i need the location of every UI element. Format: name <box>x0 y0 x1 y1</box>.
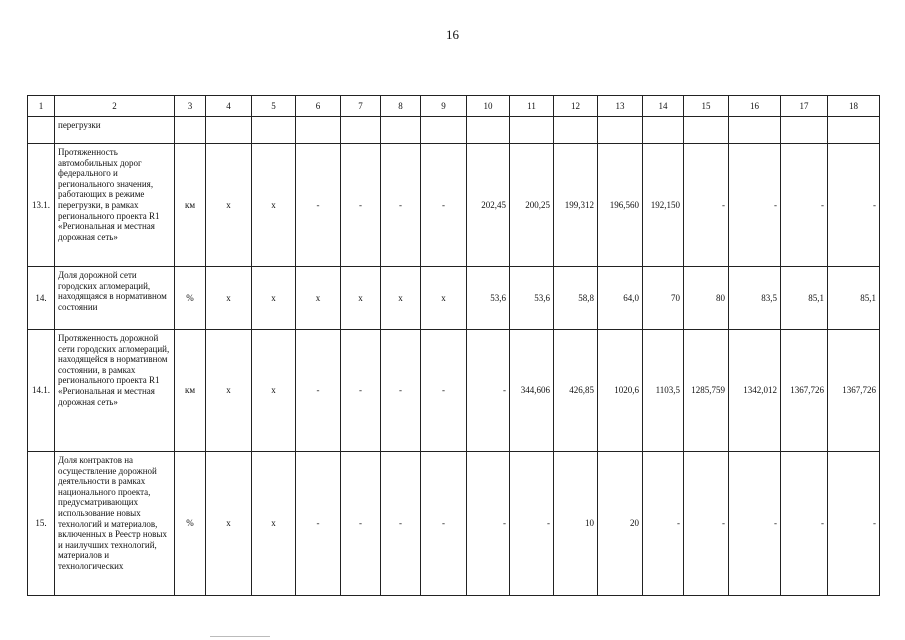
table-cell-col-2: перегрузки <box>55 117 175 144</box>
indicators-table <box>27 95 880 596</box>
table-cell-col-6: - <box>296 330 341 452</box>
table-cell-col-14: 192,150 <box>643 144 684 267</box>
table-cell-col-16: 83,5 <box>729 267 781 330</box>
table-cell-col-13: 196,560 <box>598 144 643 267</box>
table-cell-col-14: 14 <box>643 96 684 117</box>
table-cell-col-7: - <box>341 330 381 452</box>
table-cell-col-12: 199,312 <box>554 144 598 267</box>
table-cell-col-14: - <box>643 452 684 596</box>
table-cell-col-8 <box>381 117 421 144</box>
table-cell-col-18 <box>828 117 880 144</box>
table-cell-col-4: х <box>206 144 252 267</box>
table-cell-col-5: х <box>252 144 296 267</box>
table-cell-col-14 <box>643 117 684 144</box>
table-cell-col-3: км <box>175 144 206 267</box>
table-cell-col-7: - <box>341 452 381 596</box>
table-cell-col-10 <box>467 117 510 144</box>
table-cell-col-6: - <box>296 452 341 596</box>
table-cell-col-1: 14. <box>28 267 55 330</box>
table-cell-col-13 <box>598 117 643 144</box>
table-cell-col-5: х <box>252 267 296 330</box>
table-cell-col-1: 15. <box>28 452 55 596</box>
table-cell-col-1: 1 <box>28 96 55 117</box>
table-cell-col-9: - <box>421 452 467 596</box>
table-cell-col-8: - <box>381 144 421 267</box>
table-cell-col-13: 13 <box>598 96 643 117</box>
table-cell-col-8: х <box>381 267 421 330</box>
table-cell-col-16: - <box>729 452 781 596</box>
table-cell-col-7 <box>341 117 381 144</box>
table-cell-col-12: 426,85 <box>554 330 598 452</box>
table-cell-col-8: 8 <box>381 96 421 117</box>
table-cell-col-6: 6 <box>296 96 341 117</box>
table-cell-col-1: 14.1. <box>28 330 55 452</box>
table-cell-col-16 <box>729 117 781 144</box>
table-cell-col-10: 202,45 <box>467 144 510 267</box>
table-cell-col-12 <box>554 117 598 144</box>
table-cell-col-14: 1103,5 <box>643 330 684 452</box>
table-cell-col-16: - <box>729 144 781 267</box>
table-row <box>28 267 880 330</box>
table-cell-col-2: Протяженность автомобильных дорог федерального и регионального значения, работающих в режиме перегрузки, в рамках регионального проекта R1 «Региональная и местная дорожная сеть» <box>55 144 175 267</box>
table-cell-col-15 <box>684 117 729 144</box>
table-cell-col-3: % <box>175 452 206 596</box>
table-cell-col-18: - <box>828 144 880 267</box>
table-cell-col-3: 3 <box>175 96 206 117</box>
table-cell-col-10: - <box>467 452 510 596</box>
table-cell-col-11: 344,606 <box>510 330 554 452</box>
table-cell-col-11 <box>510 117 554 144</box>
table-cell-col-18: 18 <box>828 96 880 117</box>
table-cell-col-18: 1367,726 <box>828 330 880 452</box>
table-cell-col-5: х <box>252 330 296 452</box>
table-cell-col-4 <box>206 117 252 144</box>
table-cell-col-7: 7 <box>341 96 381 117</box>
table-cell-col-15: - <box>684 144 729 267</box>
table-cell-col-7: х <box>341 267 381 330</box>
table-cell-col-17: 85,1 <box>781 267 828 330</box>
table-cell-col-6: - <box>296 144 341 267</box>
table-cell-col-5: 5 <box>252 96 296 117</box>
table-cell-col-9: - <box>421 144 467 267</box>
table-cell-col-11: 53,6 <box>510 267 554 330</box>
table-cell-col-3: км <box>175 330 206 452</box>
table-cell-col-2: 2 <box>55 96 175 117</box>
table-cell-col-17: - <box>781 144 828 267</box>
table-cell-col-11: 200,25 <box>510 144 554 267</box>
table-cell-col-12: 12 <box>554 96 598 117</box>
table-row <box>28 117 880 144</box>
table-cell-col-16: 1342,012 <box>729 330 781 452</box>
table-cell-col-4: 4 <box>206 96 252 117</box>
table-cell-col-14: 70 <box>643 267 684 330</box>
table-cell-col-13: 20 <box>598 452 643 596</box>
table-cell-col-10: 53,6 <box>467 267 510 330</box>
table-cell-col-4: х <box>206 330 252 452</box>
table-cell-col-10: 10 <box>467 96 510 117</box>
table-cell-col-9: 9 <box>421 96 467 117</box>
page-number: 16 <box>446 27 459 42</box>
table-header-row <box>28 96 880 117</box>
table-cell-col-18: 85,1 <box>828 267 880 330</box>
table-cell-col-15: - <box>684 452 729 596</box>
table-cell-col-9 <box>421 117 467 144</box>
table-cell-col-11: 11 <box>510 96 554 117</box>
table-cell-col-17: - <box>781 452 828 596</box>
table-cell-col-6: х <box>296 267 341 330</box>
table-cell-col-5: х <box>252 452 296 596</box>
table-cell-col-2: Доля контрактов на осуществление дорожной деятельности в рамках национального проекта, предусматривающих использование новых технологий и материалов, включенных в Реестр новых и наилучших технологий, материалов и технологических <box>55 452 175 596</box>
table-row <box>28 144 880 267</box>
table-cell-col-15: 1285,759 <box>684 330 729 452</box>
table-cell-col-10: - <box>467 330 510 452</box>
table-cell-col-12: 10 <box>554 452 598 596</box>
table-cell-col-9: х <box>421 267 467 330</box>
table-cell-col-8: - <box>381 452 421 596</box>
table-cell-col-18: - <box>828 452 880 596</box>
table-cell-col-17: 1367,726 <box>781 330 828 452</box>
table-cell-col-13: 64,0 <box>598 267 643 330</box>
scan-mark <box>210 636 270 637</box>
table-cell-col-7: - <box>341 144 381 267</box>
table-cell-col-5 <box>252 117 296 144</box>
table-cell-col-4: х <box>206 452 252 596</box>
table-cell-col-4: х <box>206 267 252 330</box>
table-cell-col-13: 1020,6 <box>598 330 643 452</box>
table-cell-col-12: 58,8 <box>554 267 598 330</box>
table-cell-col-17 <box>781 117 828 144</box>
table-cell-col-1: 13.1. <box>28 144 55 267</box>
table-cell-col-15: 80 <box>684 267 729 330</box>
table-cell-col-9: - <box>421 330 467 452</box>
table-cell-col-8: - <box>381 330 421 452</box>
table-cell-col-1 <box>28 117 55 144</box>
table-cell-col-16: 16 <box>729 96 781 117</box>
table-row <box>28 330 880 452</box>
table-cell-col-3 <box>175 117 206 144</box>
table-cell-col-17: 17 <box>781 96 828 117</box>
table-row <box>28 452 880 596</box>
table-cell-col-2: Протяженность дорожной сети городских агломераций, находящейся в нормативном состоянии, в рамках регионального проекта R1 «Региональная и местная дорожная сеть» <box>55 330 175 452</box>
table-cell-col-6 <box>296 117 341 144</box>
table-cell-col-2: Доля дорожной сети городских агломераций, находящаяся в нормативном состоянии <box>55 267 175 330</box>
table-cell-col-3: % <box>175 267 206 330</box>
table-cell-col-15: 15 <box>684 96 729 117</box>
table-cell-col-11: - <box>510 452 554 596</box>
